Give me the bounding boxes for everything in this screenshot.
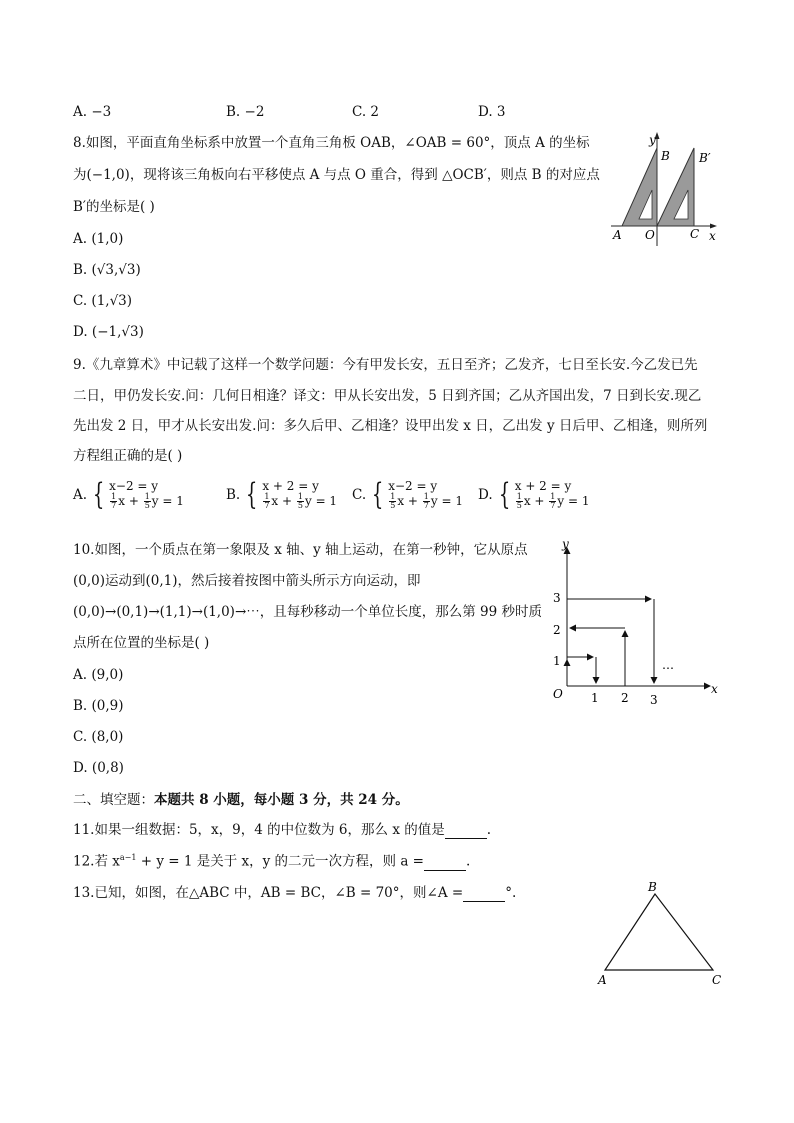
fraction: $\frac{1}{5}$ [144, 491, 150, 510]
equation-2: $\frac{1}{5}$ x + $\frac{1}{7}$ y = 1 [516, 491, 590, 510]
q12-period: . [466, 853, 471, 870]
q9-option-d [478, 477, 590, 512]
q8-label-a: A [613, 228, 622, 242]
q8-line-3: B′的坐标是( ) [73, 199, 155, 215]
q10-label-origin: O [553, 687, 563, 701]
q11-period: . [486, 822, 492, 838]
q7-option-b: B. −2 [226, 104, 265, 120]
section-2-detail: 本题共 8 小题，每小题 3 分，共 24 分。 [154, 792, 409, 808]
q10-figure-path [540, 538, 730, 710]
equation-1: x + 2 = y [262, 479, 319, 494]
fraction: $\frac{1}{7}$ [111, 491, 117, 510]
q12-answer-blank[interactable] [424, 854, 466, 871]
q8-option-c: C. (1,√3) [73, 293, 133, 309]
q10-line-4: 点所在位置的坐标是( ) [73, 635, 210, 651]
q10-line-2: (0,0)运动到(0,1)，然后接着按图中箭头所示方向运动，即 [73, 573, 421, 589]
q9-option-c [352, 477, 463, 512]
equation-1: x−2 = y [109, 479, 159, 494]
q13-text: 13.已知，如图，在△ABC 中，AB = BC，∠B = 70°，则∠A = [73, 885, 464, 901]
question-13 [73, 885, 516, 902]
q11-text: 11.如果一组数据：5，x，9，4 的中位数为 6，那么 x 的值是 [73, 822, 445, 838]
q9-option-label: B. [226, 487, 241, 503]
q10-tick-y1: 1 [553, 654, 561, 668]
fraction: $\frac{1}{7}$ [264, 491, 270, 510]
q13-answer-blank[interactable] [463, 885, 505, 902]
section-2-prefix: 二、填空题： [73, 792, 154, 808]
q10-option-d: D. (0,8) [73, 760, 124, 776]
q10-tick-x1: 1 [591, 691, 599, 705]
q8-option-a: A. (1,0) [73, 231, 124, 247]
equation-1: x−2 = y [388, 479, 438, 494]
brace-icon: { [246, 477, 258, 512]
q13-label-b: B [648, 880, 657, 894]
q10-option-c: C. (8,0) [73, 729, 124, 745]
question-12 [73, 853, 470, 871]
q11-answer-blank[interactable] [445, 822, 487, 839]
q9-line-1: 9.《九章算术》中记载了这样一个数学问题：今有甲发长安，五日至齐；乙发齐，七日至长安.今乙发已先 [73, 357, 698, 373]
q12-pre: 12.若 x [73, 853, 120, 870]
equation-system [388, 480, 463, 510]
q8-label-x: x [709, 229, 716, 243]
equation-2: $\frac{1}{7}$ x + $\frac{1}{5}$ y = 1 [111, 491, 184, 510]
q10-option-b: B. (0,9) [73, 698, 124, 714]
q13-degree: °. [505, 885, 517, 901]
q10-tick-x3: 3 [650, 693, 658, 707]
q7-option-c: C. 2 [352, 104, 380, 120]
q9-option-a [73, 477, 184, 512]
q13-figure-triangle [592, 878, 728, 990]
fraction: $\frac{1}{5}$ [390, 491, 396, 510]
q7-option-a: A. −3 [73, 104, 112, 120]
q8-label-b-prime: B′ [699, 151, 711, 165]
q9-option-label: D. [478, 487, 493, 503]
brace-icon: { [371, 477, 384, 512]
q8-line-1: 8.如图，平面直角坐标系中放置一个直角三角板 OAB，∠OAB = 60°，顶点 A 的坐标 [73, 135, 590, 151]
fraction: $\frac{1}{5}$ [297, 491, 303, 510]
q10-ellipsis: ⋯ [662, 661, 674, 675]
q8-label-y: y [649, 133, 656, 147]
q9-line-4: 方程组正确的是( ) [73, 448, 183, 464]
fraction: $\frac{1}{5}$ [516, 491, 522, 510]
equation-system [109, 480, 184, 510]
q10-label-y: y [562, 538, 569, 551]
q10-tick-y3: 3 [553, 591, 561, 605]
q12-exponent: a−1 [119, 853, 137, 862]
q8-label-c: C [690, 227, 700, 241]
q10-tick-y2: 2 [553, 623, 561, 637]
q8-option-b: B. (√3,√3) [73, 262, 141, 278]
section-2-header [73, 792, 409, 808]
fraction: $\frac{1}{7}$ [423, 491, 429, 510]
q10-line-1: 10.如图，一个质点在第一象限及 x 轴、y 轴上运动，在第一秒钟，它从原点 [73, 542, 528, 558]
q8-label-o: O [645, 228, 655, 242]
q10-line-3: (0,0)→(0,1)→(1,1)→(1,0)→⋯，且每秒移动一个单位长度，那么第 99 秒时质 [73, 604, 543, 620]
q8-option-d: D. (−1,√3) [73, 324, 144, 340]
brace-icon: { [92, 477, 105, 512]
q13-triangle-abc [605, 894, 713, 970]
equation-2: $\frac{1}{7}$ x + $\frac{1}{5}$ y = 1 [264, 491, 338, 510]
q13-label-c: C [712, 973, 722, 987]
q9-option-label: A. [73, 487, 88, 503]
q8-figure-triangles [605, 128, 730, 248]
q10-label-x: x [711, 682, 718, 696]
equation-1: x + 2 = y [514, 479, 572, 494]
q7-option-d: D. 3 [478, 104, 506, 120]
q9-option-b [226, 477, 338, 512]
question-11 [73, 822, 491, 839]
equation-2: $\frac{1}{5}$ x + $\frac{1}{7}$ y = 1 [390, 491, 463, 510]
equation-system [515, 480, 590, 510]
q13-label-a: A [598, 973, 607, 987]
q9-line-2: 二日，甲仍发长安.问：几何日相逢？译文：甲从长安出发，5 日到齐国；乙从齐国出发，7 日到长安.现乙 [73, 388, 702, 404]
fraction: $\frac{1}{7}$ [550, 491, 556, 510]
q8-line-2: 为(−1,0)，现将该三角板向右平移使点 A 与点 O 重合，得到 △OCB′，则点 B 的对应点 [73, 167, 600, 183]
q8-label-b: B [661, 149, 670, 163]
brace-icon: { [498, 477, 510, 512]
q10-option-a: A. (9,0) [73, 667, 124, 683]
q12-post: + y = 1 是关于 x，y 的二元一次方程，则 a = [136, 853, 424, 870]
q9-option-label: C. [352, 487, 367, 503]
q9-line-3: 先出发 2 日，甲才从长安出发.问：多久后甲、乙相逢？设甲出发 x 日，乙出发 y 日后甲、乙相逢，则所列 [73, 418, 708, 434]
equation-system [262, 480, 337, 510]
q8-x-arrow [710, 224, 717, 229]
q10-tick-x2: 2 [621, 691, 629, 705]
